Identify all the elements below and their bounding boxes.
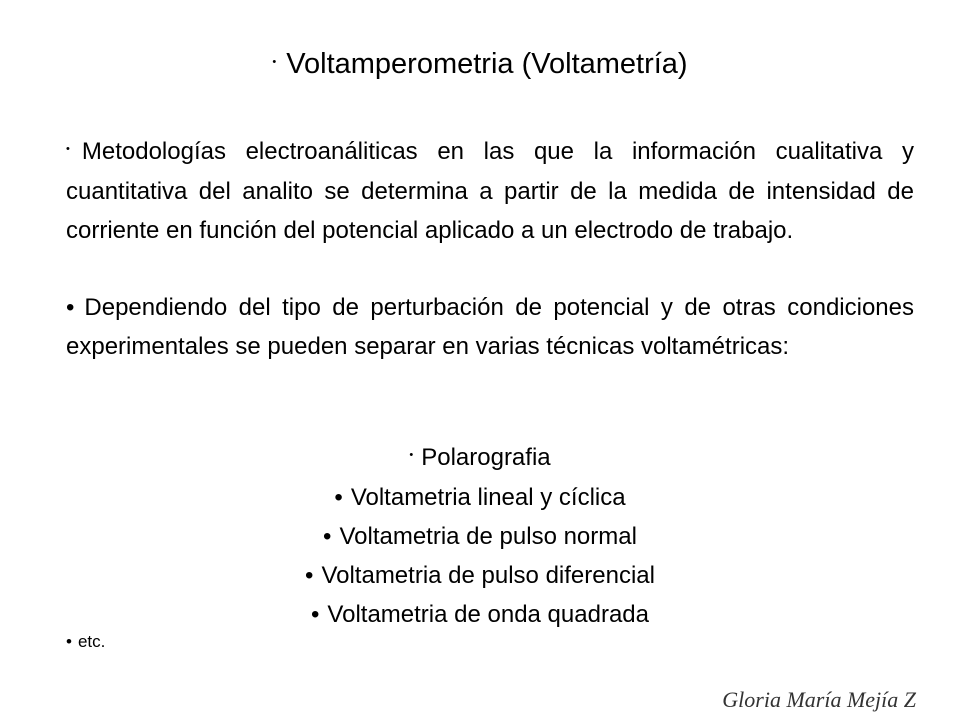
paragraph-classification xyxy=(66,288,914,366)
title-bullet: • xyxy=(272,56,277,69)
list-item xyxy=(0,438,960,478)
paragraph-classification-bullet: • xyxy=(66,294,75,321)
paragraph-definition-text: Metodologías electroanáliticas en las que la información cualitativa y cuantitativa del analito se determina a partir de la medida de intensidad de corriente en función del potencial aplicado a un electrodo de trabajo. xyxy=(66,138,914,245)
list-item-bullet: • xyxy=(305,562,314,590)
list-item xyxy=(0,556,960,595)
author-signature: Gloria María Mejía Z xyxy=(722,687,916,712)
etc-text: etc. xyxy=(77,632,106,651)
list-item xyxy=(0,595,960,634)
list-item-bullet: • xyxy=(323,523,332,551)
list-item-bullet: • xyxy=(334,484,343,512)
list-item-text: Polarografia xyxy=(421,444,551,471)
paragraph-classification-text: Dependiendo del tipo de perturbación de potencial y de otras condiciones experimentales se pueden separar en varias técnicas voltamétricas: xyxy=(66,294,914,360)
list-item xyxy=(0,478,960,517)
list-item-text: Voltametria lineal y cíclica xyxy=(350,484,626,512)
list-item-bullet: • xyxy=(311,601,320,629)
slide-title xyxy=(0,44,960,85)
slide-title-text: Voltamperometria (Voltametría) xyxy=(286,48,688,80)
list-item-text: Voltametria de onda quadrada xyxy=(327,601,649,629)
list-item-bullet: • xyxy=(409,449,414,462)
etc-line xyxy=(66,630,105,654)
list-item xyxy=(0,517,960,556)
paragraph-definition xyxy=(66,132,914,250)
etc-bullet: • xyxy=(66,632,72,651)
list-item-text: Voltametria de pulso normal xyxy=(339,523,637,551)
list-item-text: Voltametria de pulso diferencial xyxy=(321,562,655,590)
paragraph-definition-bullet: • xyxy=(66,143,70,156)
techniques-list xyxy=(0,438,960,634)
